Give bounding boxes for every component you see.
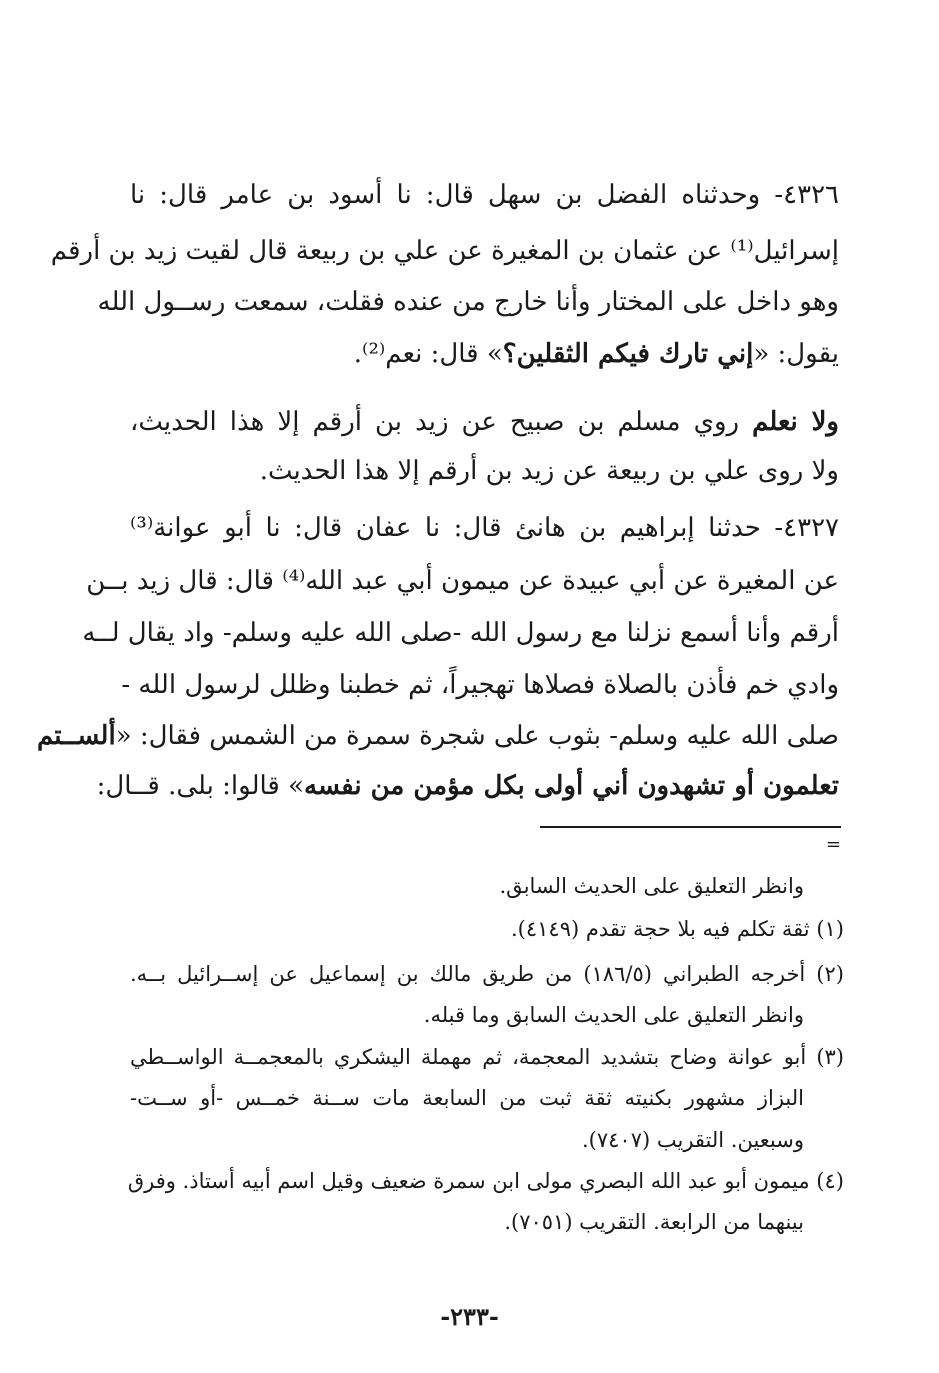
- hadith-4326-line-1: ٤٣٢٦- وحدثناه الفضل بن سهل قال: نا أسود بن عامر قال: نا: [130, 180, 839, 210]
- footnote-3-line-2: البزاز مشهور بكنيته ثقة ثبت من السابعة مات ســنة خمــس -أو ســت-: [130, 1086, 804, 1110]
- footnote-1: (١) ثقة تكلم فيه بلا حجة تقدم (٤١٤٩).: [511, 917, 844, 941]
- hadith-4327-line-5: [36, 713, 839, 759]
- page-number: -٢٣٣-: [440, 1302, 499, 1331]
- hadith-4327-line-6-rest: » قالوا: بلى. قــال:: [96, 771, 305, 801]
- hadith-4327-line-4: وادي خم فأذن بالصلاة فصلاها تهجيراً، ثم خطبنا وظلل لرسول الله -: [121, 670, 839, 700]
- footnote-2-line-1: (٢) أخرجه الطبراني (١٨٦/٥) من طريق مالك بن إسماعيل عن إســرائيل بــه.: [130, 962, 844, 986]
- quote-close: » قال: نعم⁽²⁾.: [353, 339, 503, 369]
- hadith-4327-line-3: أرقم وأنا أسمع نزلنا مع رسول الله -صلى الله عليه وسلم- واد يقال لــه: [82, 618, 839, 648]
- quote-open: يقول: «: [753, 339, 839, 369]
- footnote-separator: [540, 826, 841, 828]
- commentary-line-2: ولا روى علي بن ربيعة عن زيد بن أرقم إلا هذا الحديث.: [259, 456, 839, 486]
- commentary-line-1-rest: روي مسلم بن صبيح عن زيد بن أرقم إلا هذا الحديث،: [130, 407, 753, 437]
- hadith-4327-line-1: ٤٣٢٧- حدثنا إبراهيم بن هانئ قال: نا عفان قال: نا أبو عوانة⁽³⁾: [130, 513, 839, 543]
- hadith-4327-line-2: عن المغيرة عن أبي عبيدة عن ميمون أبي عبد الله⁽⁴⁾ قال: قال زيد بــن: [86, 566, 839, 596]
- footnote-3-line-3: وسبعين. التقريب (٧٤٠٧).: [582, 1128, 804, 1152]
- hadith-4327-quote-start-bold: ألســتم: [36, 721, 116, 751]
- commentary-line-1: [130, 399, 839, 445]
- hadith-4326-line-2: إسرائيل⁽¹⁾ عن عثمان بن المغيرة عن علي بن ربيعة قال لقيت زيد بن أرقم: [50, 236, 839, 266]
- hadith-4326-line-3: وهو داخل على المختار وأنا خارج من عنده فقلت، سمعت رســول الله: [97, 287, 839, 317]
- footnote-3-line-1: (٣) أبو عوانة وضاح بتشديد المعجمة، ثم مهملة اليشكري بالمعجمــة الواســطي: [130, 1045, 844, 1069]
- hadith-4327-quote-bold: تعلمون أو تشهدون أني أولى بكل مؤمن من نفسه: [304, 771, 839, 801]
- hadith-4326-line-4: [130, 331, 839, 377]
- hadith-quote-bold: إني تارك فيكم الثقلين؟: [502, 339, 754, 369]
- hadith-4327-line-5-text: صلى الله عليه وسلم- بثوب على شجرة سمرة من الشمس فقال: «: [115, 721, 839, 751]
- hadith-4327-line-6: [96, 763, 839, 809]
- footnote-continuation: وانظر التعليق على الحديث السابق.: [499, 874, 804, 898]
- commentary-lead-bold: ولا نعلم: [752, 407, 839, 437]
- footnote-4-line-1: (٤) ميمون أبو عبد الله البصري مولى ابن سمرة ضعيف وقيل اسم أبيه أستاذ. وفرق: [127, 1169, 844, 1193]
- footnote-2-line-2: وانظر التعليق على الحديث السابق وما قبله.: [423, 1003, 804, 1027]
- continuation-mark: =: [825, 834, 841, 855]
- footnote-4-line-2: بينهما من الرابعة. التقريب (٧٠٥١).: [504, 1210, 804, 1234]
